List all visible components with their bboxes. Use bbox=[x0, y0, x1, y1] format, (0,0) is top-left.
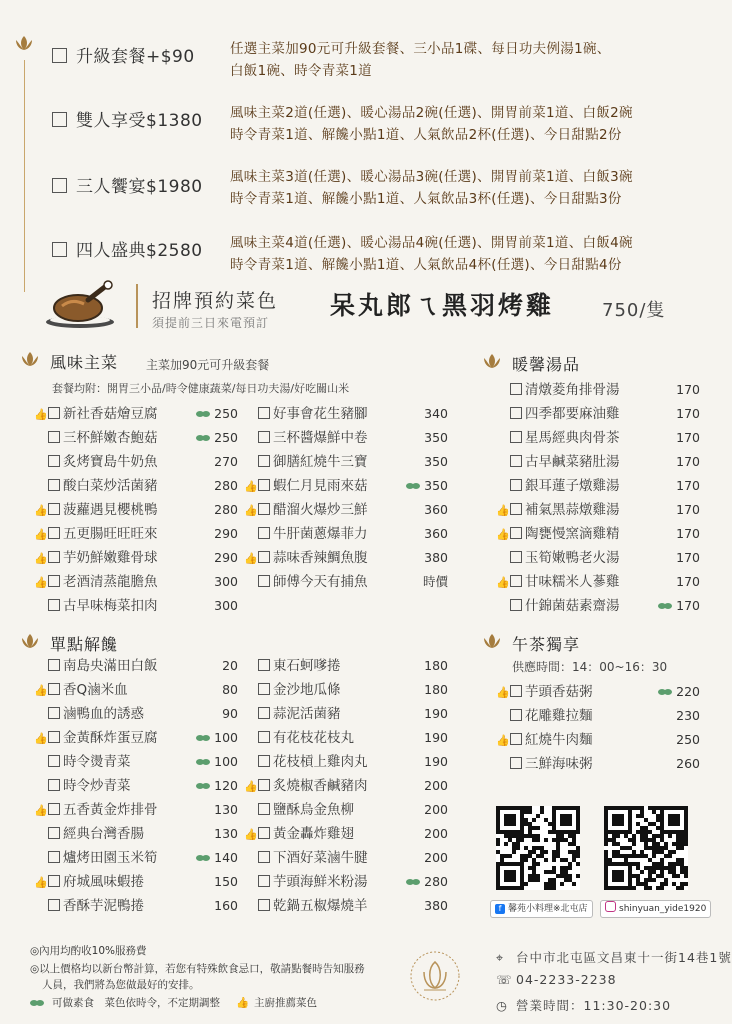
menu-item[interactable] bbox=[34, 872, 144, 892]
facebook-icon: f bbox=[495, 904, 505, 914]
menu-item-price: 360 bbox=[424, 526, 448, 541]
checkbox-icon[interactable] bbox=[510, 479, 522, 491]
package-three-person-desc: 風味主菜3道(任選)、暖心湯品3碗(任選)、開胃前菜1道、白飯3碗 時令青菜1道、解饞小點1道、人氣飲品3杯(任選)、今日甜點3份 bbox=[230, 169, 633, 207]
thumbs-up-icon: 👍 bbox=[244, 480, 258, 493]
checkbox-icon[interactable] bbox=[48, 731, 60, 743]
checkbox-icon[interactable] bbox=[52, 112, 67, 127]
menu-item-name: 四季都要麻油雞 bbox=[525, 406, 620, 422]
menu-item-name: 三杯醬爆鮮中卷 bbox=[273, 430, 368, 446]
menu-item-price: 130 bbox=[214, 826, 238, 841]
signature-divider bbox=[136, 284, 138, 328]
checkbox-icon[interactable] bbox=[258, 503, 270, 515]
menu-item-name: 炙燒椒香鹹豬肉 bbox=[273, 778, 368, 794]
menu-item-name: 三鮮海味粥 bbox=[525, 756, 593, 772]
menu-item-name: 老酒清蒸龍膽魚 bbox=[63, 574, 158, 590]
snacks-title: 單點解饞 bbox=[50, 635, 119, 654]
menu-item[interactable] bbox=[244, 548, 368, 568]
thumbs-up-icon: 👍 bbox=[34, 684, 48, 697]
checkbox-icon[interactable] bbox=[48, 779, 60, 791]
checkbox-icon[interactable] bbox=[510, 383, 522, 395]
thumbs-up-icon: 👍 bbox=[34, 804, 48, 817]
menu-item-name: 炙烤寶島牛奶魚 bbox=[63, 454, 158, 470]
menu-item-price: 200 bbox=[424, 802, 448, 817]
menu-item-name: 醋溜火爆炒三鮮 bbox=[273, 502, 368, 518]
menu-item-name: 芋頭香菇粥 bbox=[525, 684, 593, 700]
menu-item[interactable] bbox=[34, 572, 158, 592]
menu-item-name: 芋奶鮮嫩雞骨球 bbox=[63, 550, 158, 566]
menu-item-name: 金沙地瓜條 bbox=[273, 682, 341, 698]
checkbox-icon[interactable] bbox=[48, 431, 60, 443]
menu-item-name: 經典台灣香腸 bbox=[63, 826, 144, 842]
menu-item-name: 香酥芋泥鴨捲 bbox=[63, 898, 144, 914]
checkbox-icon[interactable] bbox=[510, 575, 522, 587]
menu-item[interactable] bbox=[34, 524, 158, 544]
menu-item[interactable] bbox=[244, 800, 354, 820]
menu-item-price: 200 bbox=[424, 850, 448, 865]
menu-item-price: 380 bbox=[424, 898, 448, 913]
menu-item-price: 280 bbox=[214, 502, 238, 517]
checkbox-icon[interactable] bbox=[48, 755, 60, 767]
menu-item-price: 時價 bbox=[422, 574, 448, 589]
menu-item-price: 290 bbox=[214, 550, 238, 565]
menu-item-name: 乾鍋五椒爆燒羊 bbox=[273, 898, 368, 914]
instagram-qr-code[interactable] bbox=[604, 806, 688, 890]
soups-title: 暖馨湯品 bbox=[512, 355, 581, 374]
menu-item[interactable] bbox=[496, 548, 620, 568]
package-two-person-desc: 風味主菜2道(任選)、暖心湯品2碗(任選)、開胃前菜1道、白飯2碗 時令青菜1道、解饞小點1道、人氣飲品2杯(任選)、今日甜點2份 bbox=[230, 105, 633, 143]
thumbs-up-icon: 👍 bbox=[244, 780, 258, 793]
menu-item-price: 170 bbox=[676, 598, 700, 613]
menu-item-price: 300 bbox=[214, 574, 238, 589]
menu-item[interactable] bbox=[496, 428, 620, 448]
menu-item-price: 170 bbox=[676, 382, 700, 397]
menu-item-name: 師傅今天有捕魚 bbox=[273, 574, 368, 590]
menu-item-name: 蒜味香辣鯛魚腹 bbox=[273, 550, 368, 566]
checkbox-icon[interactable] bbox=[52, 178, 67, 193]
menu-item-price: 190 bbox=[424, 754, 448, 769]
menu-item[interactable] bbox=[34, 548, 158, 568]
menu-item-price: 20 bbox=[222, 658, 238, 673]
menu-item-name: 五香黃金炸排骨 bbox=[63, 802, 158, 818]
menu-item[interactable] bbox=[244, 776, 368, 796]
signature-title: 招牌預約菜色 bbox=[152, 290, 279, 312]
signature-subtitle: 須提前三日來電預訂 bbox=[152, 316, 270, 330]
thumbs-up-icon: 👍 bbox=[244, 828, 258, 841]
mains-title: 風味主菜 bbox=[50, 353, 119, 372]
menu-item[interactable] bbox=[34, 656, 158, 676]
location-pin-icon: ⌖ bbox=[496, 950, 505, 965]
menu-item-name: 古早味梅菜扣肉 bbox=[63, 598, 158, 614]
menu-item-price: 350 bbox=[424, 430, 448, 445]
restaurant-logo bbox=[404, 944, 466, 1014]
menu-item[interactable] bbox=[34, 476, 158, 496]
menu-item-price: 100 bbox=[214, 754, 238, 769]
menu-item-name: 星馬經典肉骨茶 bbox=[525, 430, 620, 446]
menu-item[interactable] bbox=[244, 680, 341, 700]
checkbox-icon[interactable] bbox=[510, 527, 522, 539]
checkbox-icon[interactable] bbox=[510, 599, 522, 611]
facebook-qr-code[interactable] bbox=[496, 806, 580, 890]
menu-item-price: 170 bbox=[676, 406, 700, 421]
checkbox-icon[interactable] bbox=[48, 683, 60, 695]
menu-item-price: 360 bbox=[424, 502, 448, 517]
menu-item-name: 時令燙青菜 bbox=[63, 754, 131, 770]
menu-item-price: 170 bbox=[676, 574, 700, 589]
menu-item-name: 芋頭海鮮米粉湯 bbox=[273, 874, 368, 890]
checkbox-icon[interactable] bbox=[48, 407, 60, 419]
menu-item-name: 三杯鮮嫩杏鮑菇 bbox=[63, 430, 158, 446]
menu-item-name: 玉筍嫩鴨老火湯 bbox=[525, 550, 620, 566]
package-upgrade[interactable]: 升級套餐+$90 bbox=[52, 42, 195, 67]
thumbs-up-icon: 👍 bbox=[34, 528, 48, 541]
menu-item-price: 340 bbox=[424, 406, 448, 421]
menu-item[interactable] bbox=[496, 682, 593, 702]
menu-item[interactable] bbox=[34, 404, 158, 424]
checkbox-icon[interactable] bbox=[258, 455, 270, 467]
checkbox-icon[interactable] bbox=[48, 899, 60, 911]
checkbox-icon[interactable] bbox=[510, 503, 522, 515]
menu-item[interactable] bbox=[244, 572, 368, 592]
thumbs-up-icon: 👍 bbox=[34, 732, 48, 745]
checkbox-icon[interactable] bbox=[258, 899, 270, 911]
pricing-note-cont: 人員，我們將為您做最好的安排。 bbox=[42, 979, 200, 991]
menu-item-price: 250 bbox=[214, 406, 238, 421]
menu-item-price: 260 bbox=[676, 756, 700, 771]
menu-item[interactable] bbox=[496, 380, 620, 400]
package-four-person[interactable]: 四人盛典$2580 bbox=[52, 236, 203, 261]
menu-item-price: 200 bbox=[424, 778, 448, 793]
menu-item[interactable] bbox=[496, 524, 620, 544]
checkbox-icon[interactable] bbox=[258, 407, 270, 419]
checkbox-icon[interactable] bbox=[48, 707, 60, 719]
facebook-tag[interactable]: f 馨苑小料理※北屯店 bbox=[490, 900, 593, 918]
menu-item[interactable] bbox=[244, 656, 341, 676]
clock-icon: ◷ bbox=[496, 998, 508, 1013]
menu-item[interactable] bbox=[244, 872, 368, 892]
menu-item-name: 蝦仁月見雨來菇 bbox=[273, 478, 368, 494]
thumbs-up-icon: 👍 bbox=[236, 997, 250, 1009]
mains-upgrade-note: 主菜加90元可升級套餐 bbox=[146, 358, 270, 372]
checkbox-icon[interactable] bbox=[510, 709, 522, 721]
menu-item[interactable] bbox=[244, 704, 341, 724]
checkbox-icon[interactable] bbox=[258, 707, 270, 719]
checkbox-icon[interactable] bbox=[258, 479, 270, 491]
checkbox-icon[interactable] bbox=[258, 851, 270, 863]
decorative-flower-icon bbox=[482, 354, 502, 368]
menu-item[interactable] bbox=[496, 572, 620, 592]
menu-item[interactable] bbox=[34, 776, 131, 796]
checkbox-icon[interactable] bbox=[258, 779, 270, 791]
tea-title: 午茶獨享 bbox=[512, 635, 581, 654]
checkbox-icon[interactable] bbox=[48, 827, 60, 839]
menu-item-price: 350 bbox=[424, 478, 448, 493]
menu-item-name: 下酒好菜滷牛腱 bbox=[273, 850, 368, 866]
checkbox-icon[interactable] bbox=[258, 731, 270, 743]
menu-item-price: 160 bbox=[214, 898, 238, 913]
menu-item[interactable] bbox=[34, 800, 158, 820]
decorative-flower-icon bbox=[482, 634, 502, 648]
mains-set-note: 套餐均附：開胃三小品/時令健康蔬菜/每日功夫湯/好吃關山米 bbox=[52, 382, 350, 395]
menu-item[interactable] bbox=[244, 452, 368, 472]
thumbs-up-icon: 👍 bbox=[244, 552, 258, 565]
thumbs-up-icon: 👍 bbox=[496, 734, 510, 747]
checkbox-icon[interactable] bbox=[48, 659, 60, 671]
menu-item-name: 酸白菜炒活菌豬 bbox=[63, 478, 158, 494]
checkbox-icon[interactable] bbox=[510, 685, 522, 697]
menu-item-name: 陶甕慢窯滴雞精 bbox=[525, 526, 620, 542]
menu-item-price: 280 bbox=[214, 478, 238, 493]
menu-item[interactable] bbox=[244, 524, 368, 544]
checkbox-icon[interactable] bbox=[258, 827, 270, 839]
menu-item-price: 200 bbox=[424, 826, 448, 841]
menu-item-price: 270 bbox=[214, 454, 238, 469]
checkbox-icon[interactable] bbox=[48, 875, 60, 887]
menu-item[interactable] bbox=[496, 706, 593, 726]
menu-item-name: 銀耳蓮子燉雞湯 bbox=[525, 478, 620, 494]
thumbs-up-icon: 👍 bbox=[496, 576, 510, 589]
checkbox-icon[interactable] bbox=[258, 551, 270, 563]
menu-item-price: 130 bbox=[214, 802, 238, 817]
menu-item-name: 時令炒青菜 bbox=[63, 778, 131, 794]
signature-dish-price: 750/隻 bbox=[602, 300, 666, 321]
opening-hours: ◷ 營業時間：11:30-20:30 bbox=[496, 998, 672, 1013]
checkbox-icon[interactable] bbox=[48, 851, 60, 863]
menu-item-name: 紅燒牛肉麵 bbox=[525, 732, 593, 748]
package-upgrade-desc: 任選主菜加90元可升級套餐、三小品1碟、每日功夫例湯1碗、 白飯1碗、時令青菜1道 bbox=[230, 41, 611, 79]
checkbox-icon[interactable] bbox=[48, 803, 60, 815]
menu-item-name: 有花枝花枝丸 bbox=[273, 730, 354, 746]
decorative-flower-icon bbox=[14, 36, 34, 50]
menu-item[interactable] bbox=[34, 728, 158, 748]
menu-item-name: 府城風味蝦捲 bbox=[63, 874, 144, 890]
roast-chicken-icon bbox=[44, 280, 120, 332]
signature-dish-banner bbox=[40, 272, 730, 342]
thumbs-up-icon: 👍 bbox=[496, 528, 510, 541]
menu-item-price: 350 bbox=[424, 454, 448, 469]
decorative-flower-icon bbox=[20, 634, 40, 648]
checkbox-icon[interactable] bbox=[258, 575, 270, 587]
menu-item-name: 香Q滷米血 bbox=[63, 682, 128, 698]
menu-item-price: 90 bbox=[222, 706, 238, 721]
checkbox-icon[interactable] bbox=[258, 683, 270, 695]
menu-item[interactable] bbox=[244, 824, 354, 844]
menu-item-price: 170 bbox=[676, 478, 700, 493]
package-two-person[interactable]: 雙人享受$1380 bbox=[52, 106, 203, 131]
signature-dish-name: 呆丸郎ㄟ黑羽烤雞 bbox=[330, 291, 555, 320]
checkbox-icon[interactable] bbox=[48, 455, 60, 467]
menu-item[interactable] bbox=[34, 680, 128, 700]
checkbox-icon[interactable] bbox=[48, 479, 60, 491]
checkbox-icon[interactable] bbox=[510, 407, 522, 419]
menu-item[interactable] bbox=[496, 404, 620, 424]
menu-item[interactable] bbox=[496, 452, 620, 472]
menu-item-price: 380 bbox=[424, 550, 448, 565]
checkbox-icon[interactable] bbox=[52, 48, 67, 63]
menu-item-price: 140 bbox=[214, 850, 238, 865]
package-three-person[interactable]: 三人饗宴$1980 bbox=[52, 172, 203, 197]
menu-item-price: 150 bbox=[214, 874, 238, 889]
menu-item[interactable] bbox=[496, 754, 593, 774]
menu-item[interactable] bbox=[244, 896, 368, 916]
checkbox-icon[interactable] bbox=[258, 431, 270, 443]
instagram-tag[interactable]: shinyuan_yide1920 bbox=[600, 900, 711, 918]
legend-chef-recommend: 主廚推薦菜色 bbox=[254, 997, 317, 1009]
menu-item-price: 100 bbox=[214, 730, 238, 745]
menu-item-price: 190 bbox=[424, 730, 448, 745]
thumbs-up-icon: 👍 bbox=[34, 408, 48, 421]
menu-item-price: 180 bbox=[424, 682, 448, 697]
legend-vegetarian: 可做素食 菜色依時令，不定期調整 bbox=[52, 997, 220, 1009]
checkbox-icon[interactable] bbox=[258, 803, 270, 815]
menu-item-name: 花雕雞拉麵 bbox=[525, 708, 593, 724]
menu-item-name: 花枝槓上雞肉丸 bbox=[273, 754, 368, 770]
menu-item[interactable] bbox=[496, 500, 620, 520]
menu-item-name: 金黃酥炸蛋豆腐 bbox=[63, 730, 158, 746]
menu-item[interactable] bbox=[34, 896, 144, 916]
menu-item-price: 300 bbox=[214, 598, 238, 613]
checkbox-icon[interactable] bbox=[510, 551, 522, 563]
menu-item[interactable] bbox=[34, 596, 158, 616]
menu-item-name: 黃金轟炸雞翅 bbox=[273, 826, 354, 842]
menu-item-name: 牛肝菌蔥爆菲力 bbox=[273, 526, 368, 542]
phone-number[interactable]: ☏ 04-2233-2238 bbox=[496, 972, 617, 987]
menu-item-price: 170 bbox=[676, 526, 700, 541]
menu-item[interactable] bbox=[34, 428, 158, 448]
menu-item[interactable] bbox=[496, 476, 620, 496]
instagram-icon bbox=[605, 901, 616, 912]
menu-item[interactable] bbox=[496, 730, 593, 750]
menu-item-name: 五更腸旺旺旺來 bbox=[63, 526, 158, 542]
menu-item-price: 290 bbox=[214, 526, 238, 541]
menu-item-price: 170 bbox=[676, 502, 700, 517]
package-four-person-desc: 風味主菜4道(任選)、暖心湯品4碗(任選)、開胃前菜1道、白飯4碗 時令青菜1道、解饞小點1道、人氣飲品4杯(任選)、今日甜點4份 bbox=[230, 235, 633, 273]
menu-item[interactable] bbox=[244, 500, 368, 520]
menu-item[interactable] bbox=[34, 824, 144, 844]
menu-item-price: 220 bbox=[676, 684, 700, 699]
menu-item-name: 御膳紅燒牛三寶 bbox=[273, 454, 368, 470]
checkbox-icon[interactable] bbox=[510, 431, 522, 443]
checkbox-icon[interactable] bbox=[258, 527, 270, 539]
menu-item-price: 170 bbox=[676, 550, 700, 565]
checkbox-icon[interactable] bbox=[510, 733, 522, 745]
tea-hours: 供應時間：14：00~16：30 bbox=[512, 660, 668, 674]
menu-item-price: 120 bbox=[214, 778, 238, 793]
checkbox-icon[interactable] bbox=[510, 455, 522, 467]
menu-item-price: 170 bbox=[676, 430, 700, 445]
menu-item[interactable] bbox=[244, 752, 368, 772]
pricing-note: ◎以上價格均以新台幣計算，若您有特殊飲食忌口，敬請點餐時告知服務 bbox=[30, 963, 365, 975]
decorative-line bbox=[24, 60, 25, 292]
checkbox-icon[interactable] bbox=[48, 551, 60, 563]
menu-item[interactable] bbox=[34, 848, 158, 868]
thumbs-up-icon: 👍 bbox=[496, 504, 510, 517]
menu-item-price: 250 bbox=[676, 732, 700, 747]
menu-item-name: 好事會花生豬腳 bbox=[273, 406, 368, 422]
menu-item[interactable] bbox=[244, 404, 368, 424]
checkbox-icon[interactable] bbox=[510, 757, 522, 769]
thumbs-up-icon: 👍 bbox=[34, 576, 48, 589]
menu-item[interactable] bbox=[244, 428, 368, 448]
address: ⌖ 台中市北屯區文昌東十一街14巷1號 bbox=[496, 950, 732, 965]
menu-item-name: 補氣黑蒜燉雞湯 bbox=[525, 502, 620, 518]
menu-item-name: 滷鴨血的誘惑 bbox=[63, 706, 144, 722]
menu-item-name: 新社香菇燴豆腐 bbox=[63, 406, 158, 422]
menu-item[interactable] bbox=[496, 596, 620, 616]
menu-item-name: 什錦菌菇素齋湯 bbox=[525, 598, 620, 614]
menu-item[interactable] bbox=[34, 500, 158, 520]
menu-item-price: 180 bbox=[424, 658, 448, 673]
menu-item-name: 東石蚵嗲捲 bbox=[273, 658, 341, 674]
menu-item-price: 250 bbox=[214, 430, 238, 445]
menu-item[interactable] bbox=[244, 476, 368, 496]
thumbs-up-icon: 👍 bbox=[244, 504, 258, 517]
checkbox-icon[interactable] bbox=[258, 659, 270, 671]
menu-item-price: 190 bbox=[424, 706, 448, 721]
thumbs-up-icon: 👍 bbox=[34, 876, 48, 889]
menu-item-price: 230 bbox=[676, 708, 700, 723]
menu-item-price: 170 bbox=[676, 454, 700, 469]
service-charge-note: ◎內用均酌收10%服務費 bbox=[30, 945, 147, 957]
checkbox-icon[interactable] bbox=[48, 599, 60, 611]
menu-item[interactable] bbox=[34, 452, 158, 472]
decorative-flower-icon bbox=[20, 352, 40, 366]
checkbox-icon[interactable] bbox=[48, 503, 60, 515]
vegetarian-leaf-icon bbox=[30, 998, 44, 1008]
thumbs-up-icon: 👍 bbox=[496, 686, 510, 699]
menu-item-name: 蒜泥活菌豬 bbox=[273, 706, 341, 722]
menu-item[interactable] bbox=[244, 848, 368, 868]
menu-item-name: 鹽酥烏金魚柳 bbox=[273, 802, 354, 818]
menu-item-name: 清燉菱角排骨湯 bbox=[525, 382, 620, 398]
menu-item-name: 菠蘿遇見櫻桃鴨 bbox=[63, 502, 158, 518]
menu-item[interactable] bbox=[34, 704, 144, 724]
checkbox-icon[interactable] bbox=[48, 527, 60, 539]
menu-item-name: 古早鹹菜豬肚湯 bbox=[525, 454, 620, 470]
menu-item-name: 南島央滿田白飯 bbox=[63, 658, 158, 674]
thumbs-up-icon: 👍 bbox=[34, 552, 48, 565]
checkbox-icon[interactable] bbox=[48, 575, 60, 587]
menu-item[interactable] bbox=[244, 728, 354, 748]
checkbox-icon[interactable] bbox=[52, 242, 67, 257]
menu-item-name: 甘味糯米人蔘雞 bbox=[525, 574, 620, 590]
checkbox-icon[interactable] bbox=[258, 875, 270, 887]
menu-item-name: 爐烤田園玉米筍 bbox=[63, 850, 158, 866]
checkbox-icon[interactable] bbox=[258, 755, 270, 767]
phone-icon: ☏ bbox=[496, 972, 513, 987]
menu-item-price: 80 bbox=[222, 682, 238, 697]
thumbs-up-icon: 👍 bbox=[34, 504, 48, 517]
menu-item[interactable] bbox=[34, 752, 131, 772]
menu-item-price: 280 bbox=[424, 874, 448, 889]
